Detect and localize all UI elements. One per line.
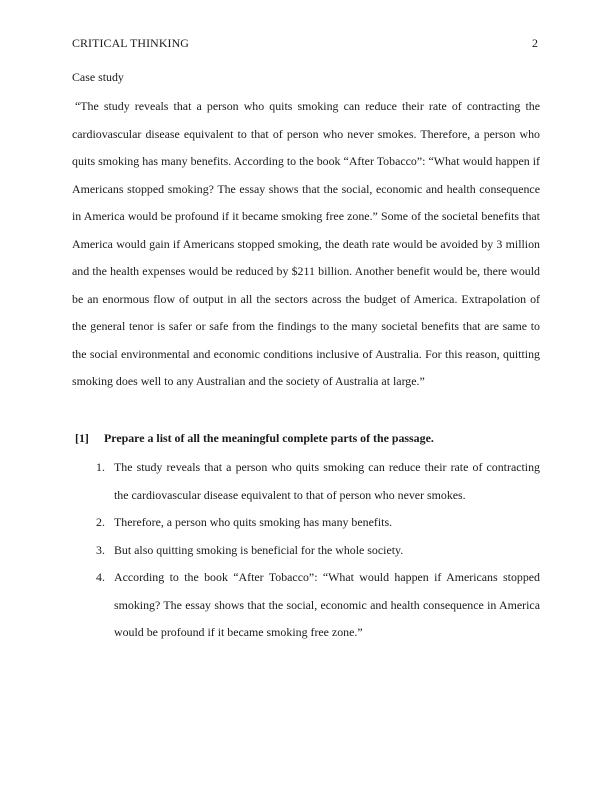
list-item-text: The study reveals that a person who quits smoking can reduce their rate of contracting the cardiovascular disease equivalent to that of person who never smokes.: [114, 460, 540, 502]
list-item-text: According to the book “After Tobacco”: “What would happen if Americans stopped smoking? The essay shows that the social, economic and health consequence in America would be profound if it became smoking free zone.”: [114, 570, 540, 639]
list-item: [96, 509, 540, 537]
question-text: Prepare a list of all the meaningful complete parts of the passage.: [104, 431, 434, 445]
passage-paragraph: “The study reveals that a person who quits smoking can reduce their rate of contracting the cardiovascular disease equivalent to that of person who never smokes. Therefore, a person who quits smoking has many benefits. According to the book “After Tobacco”: “What would happen if Americans stopped smoking? The essay shows that the social, economic and health consequence in America would be profound if it became smoking free zone.” Some of the societal benefits that America would gain if Americans stopped smoking, the death rate would be avoided by 3 million and the health expenses would be reduced by $211 billion. Another benefit would be, there would be an enormous flow of output in all the sectors across the budget of America. Extrapolation of the general tenor is safer or safe from the findings to the many societal benefits that are same to the social environmental and economic conditions inclusive of Australia. For this reason, quitting smoking does well to any Australian and the society of Australia at large.”: [72, 99, 540, 388]
page-header: [72, 36, 540, 52]
list-item: [96, 537, 540, 565]
list-item-text: But also quitting smoking is beneficial for the whole society.: [114, 542, 404, 557]
question-number: [1]: [75, 431, 89, 445]
list-item-number: 2.: [96, 515, 105, 529]
list-item: [96, 564, 540, 647]
page-number: 2: [532, 36, 538, 50]
running-head: CRITICAL THINKING: [72, 36, 189, 50]
list-item-number: 4.: [96, 570, 105, 584]
list-item-number: 3.: [96, 542, 105, 557]
section-title: Case study: [72, 70, 124, 84]
parts-list: [96, 454, 540, 647]
list-item-number: 1.: [96, 460, 105, 474]
list-item-text: Therefore, a person who quits smoking has many benefits.: [114, 515, 393, 529]
question-heading: [75, 431, 434, 446]
list-item: [96, 454, 540, 509]
